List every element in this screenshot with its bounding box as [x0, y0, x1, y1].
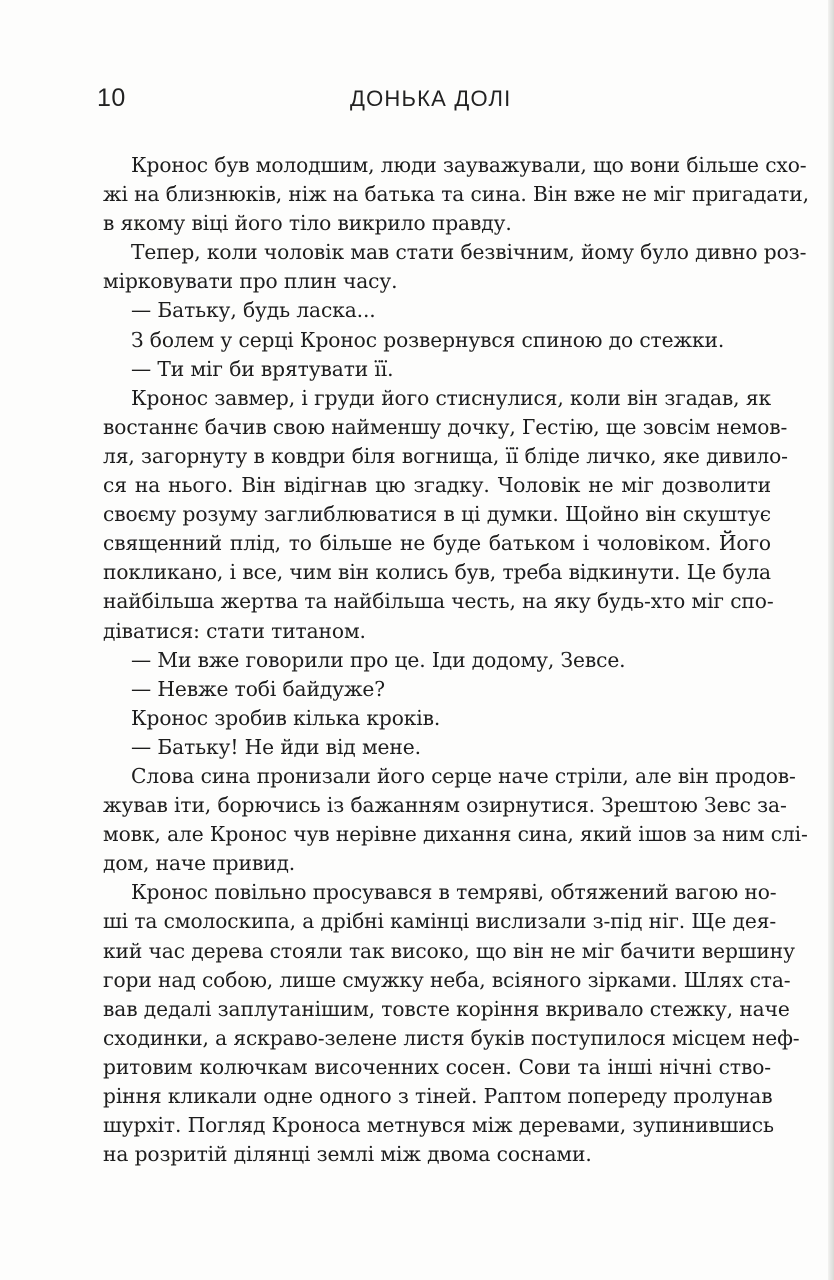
- text-line: найбільша жертва та найбільша честь, на яку будь-хто міг спо-: [103, 589, 774, 614]
- text-line: священний плід, то більше не буде батьком і чоловіком. Його: [103, 531, 771, 556]
- page-number: 10: [97, 84, 126, 112]
- text-line: З болем у серці Кронос розвернувся спиною до стежки.: [131, 327, 725, 352]
- page-edge: [828, 0, 834, 1280]
- page-header: [0, 84, 834, 120]
- text-line: жі на близнюків, ніж на батька та сина. Він вже не міг пригадати,: [103, 182, 809, 207]
- text-line: Кронос був молодшим, люди зауважували, що вони більше схо-: [131, 153, 807, 177]
- text-line: — Батьку, будь ласка...: [131, 298, 376, 323]
- text-line: кий час дерева стояли так високо, що він не міг бачити вершину: [103, 938, 795, 963]
- text-line: покликано, і все, чим він колись був, треба відкинути. Це була: [103, 560, 771, 585]
- text-line: — Невже тобі байдуже?: [131, 676, 385, 701]
- text-line: на розритій ділянці землі між двома соснами.: [103, 1142, 592, 1167]
- text-line: Слова сина пронизали його серце наче стріли, але він продов-: [131, 763, 796, 788]
- text-line: Тепер, коли чоловік мав стати безвічним, йому було дивно роз-: [131, 240, 807, 265]
- text-line: своєму розуму заглиблюватися в ці думки. Щойно він скуштує: [103, 502, 771, 527]
- text-line: Кронос зробив кілька кроків.: [131, 705, 441, 730]
- text-line: ля, загорнуту в ковдри біля вогнища, її бліде личко, яке дивило-: [103, 443, 788, 468]
- text-line: — Ми вже говорили про це. Іди додому, Зевсе.: [131, 647, 626, 672]
- text-line: ся на нього. Він відігнав цю згадку. Чоловік не міг дозволити: [103, 473, 771, 498]
- text-line: сходинки, а яскраво-зелене листя буків поступилося місцем неф-: [103, 1025, 800, 1050]
- running-title: ДОНЬКА ДОЛІ: [350, 86, 512, 111]
- text-line: — Батьку! Не йди від мене.: [131, 734, 421, 759]
- text-line: гори над собою, лише смужку неба, всіяного зірками. Шлях ста-: [103, 967, 791, 992]
- text-line: в якому віці його тіло викрило правду.: [103, 211, 512, 236]
- text-line: ріння кликали одне одного з тіней. Раптом попереду пролунав: [103, 1084, 773, 1108]
- text-line: мовк, але Кронос чув нерівне дихання сина, який ішов за ним слі-: [103, 822, 808, 847]
- text-line: жував іти, борючись із бажанням озирнутися. Зрештою Зевс за-: [103, 793, 787, 818]
- text-line: ритовим колючкам височенних сосен. Сови та інші нічні ство-: [103, 1054, 771, 1079]
- text-line: востаннє бачив свою найменшу дочку, Гестію, ще зовсім немов-: [103, 414, 788, 439]
- text-line: ші та смолоскипа, а дрібні камінці вислизали з-під ніг. Ще дея-: [103, 909, 777, 934]
- text-line: дом, наче привид.: [103, 851, 296, 876]
- body-text: [103, 151, 809, 1169]
- text-line: мірковувати про плин часу.: [103, 269, 398, 294]
- text-line: Кронос завмер, і груди його стиснулися, коли він згадав, як: [131, 385, 771, 410]
- text-line: шурхіт. Погляд Кроноса метнувся між деревами, зупинившись: [103, 1113, 774, 1138]
- text-line: діватися: стати титаном.: [103, 618, 366, 643]
- text-line: Кронос повільно просувався в темряві, обтяжений вагою но-: [131, 880, 777, 905]
- text-line: — Ти міг би врятувати її.: [131, 356, 394, 381]
- text-line: вав дедалі заплутанішим, товсте коріння вкривало стежку, наче: [103, 996, 790, 1021]
